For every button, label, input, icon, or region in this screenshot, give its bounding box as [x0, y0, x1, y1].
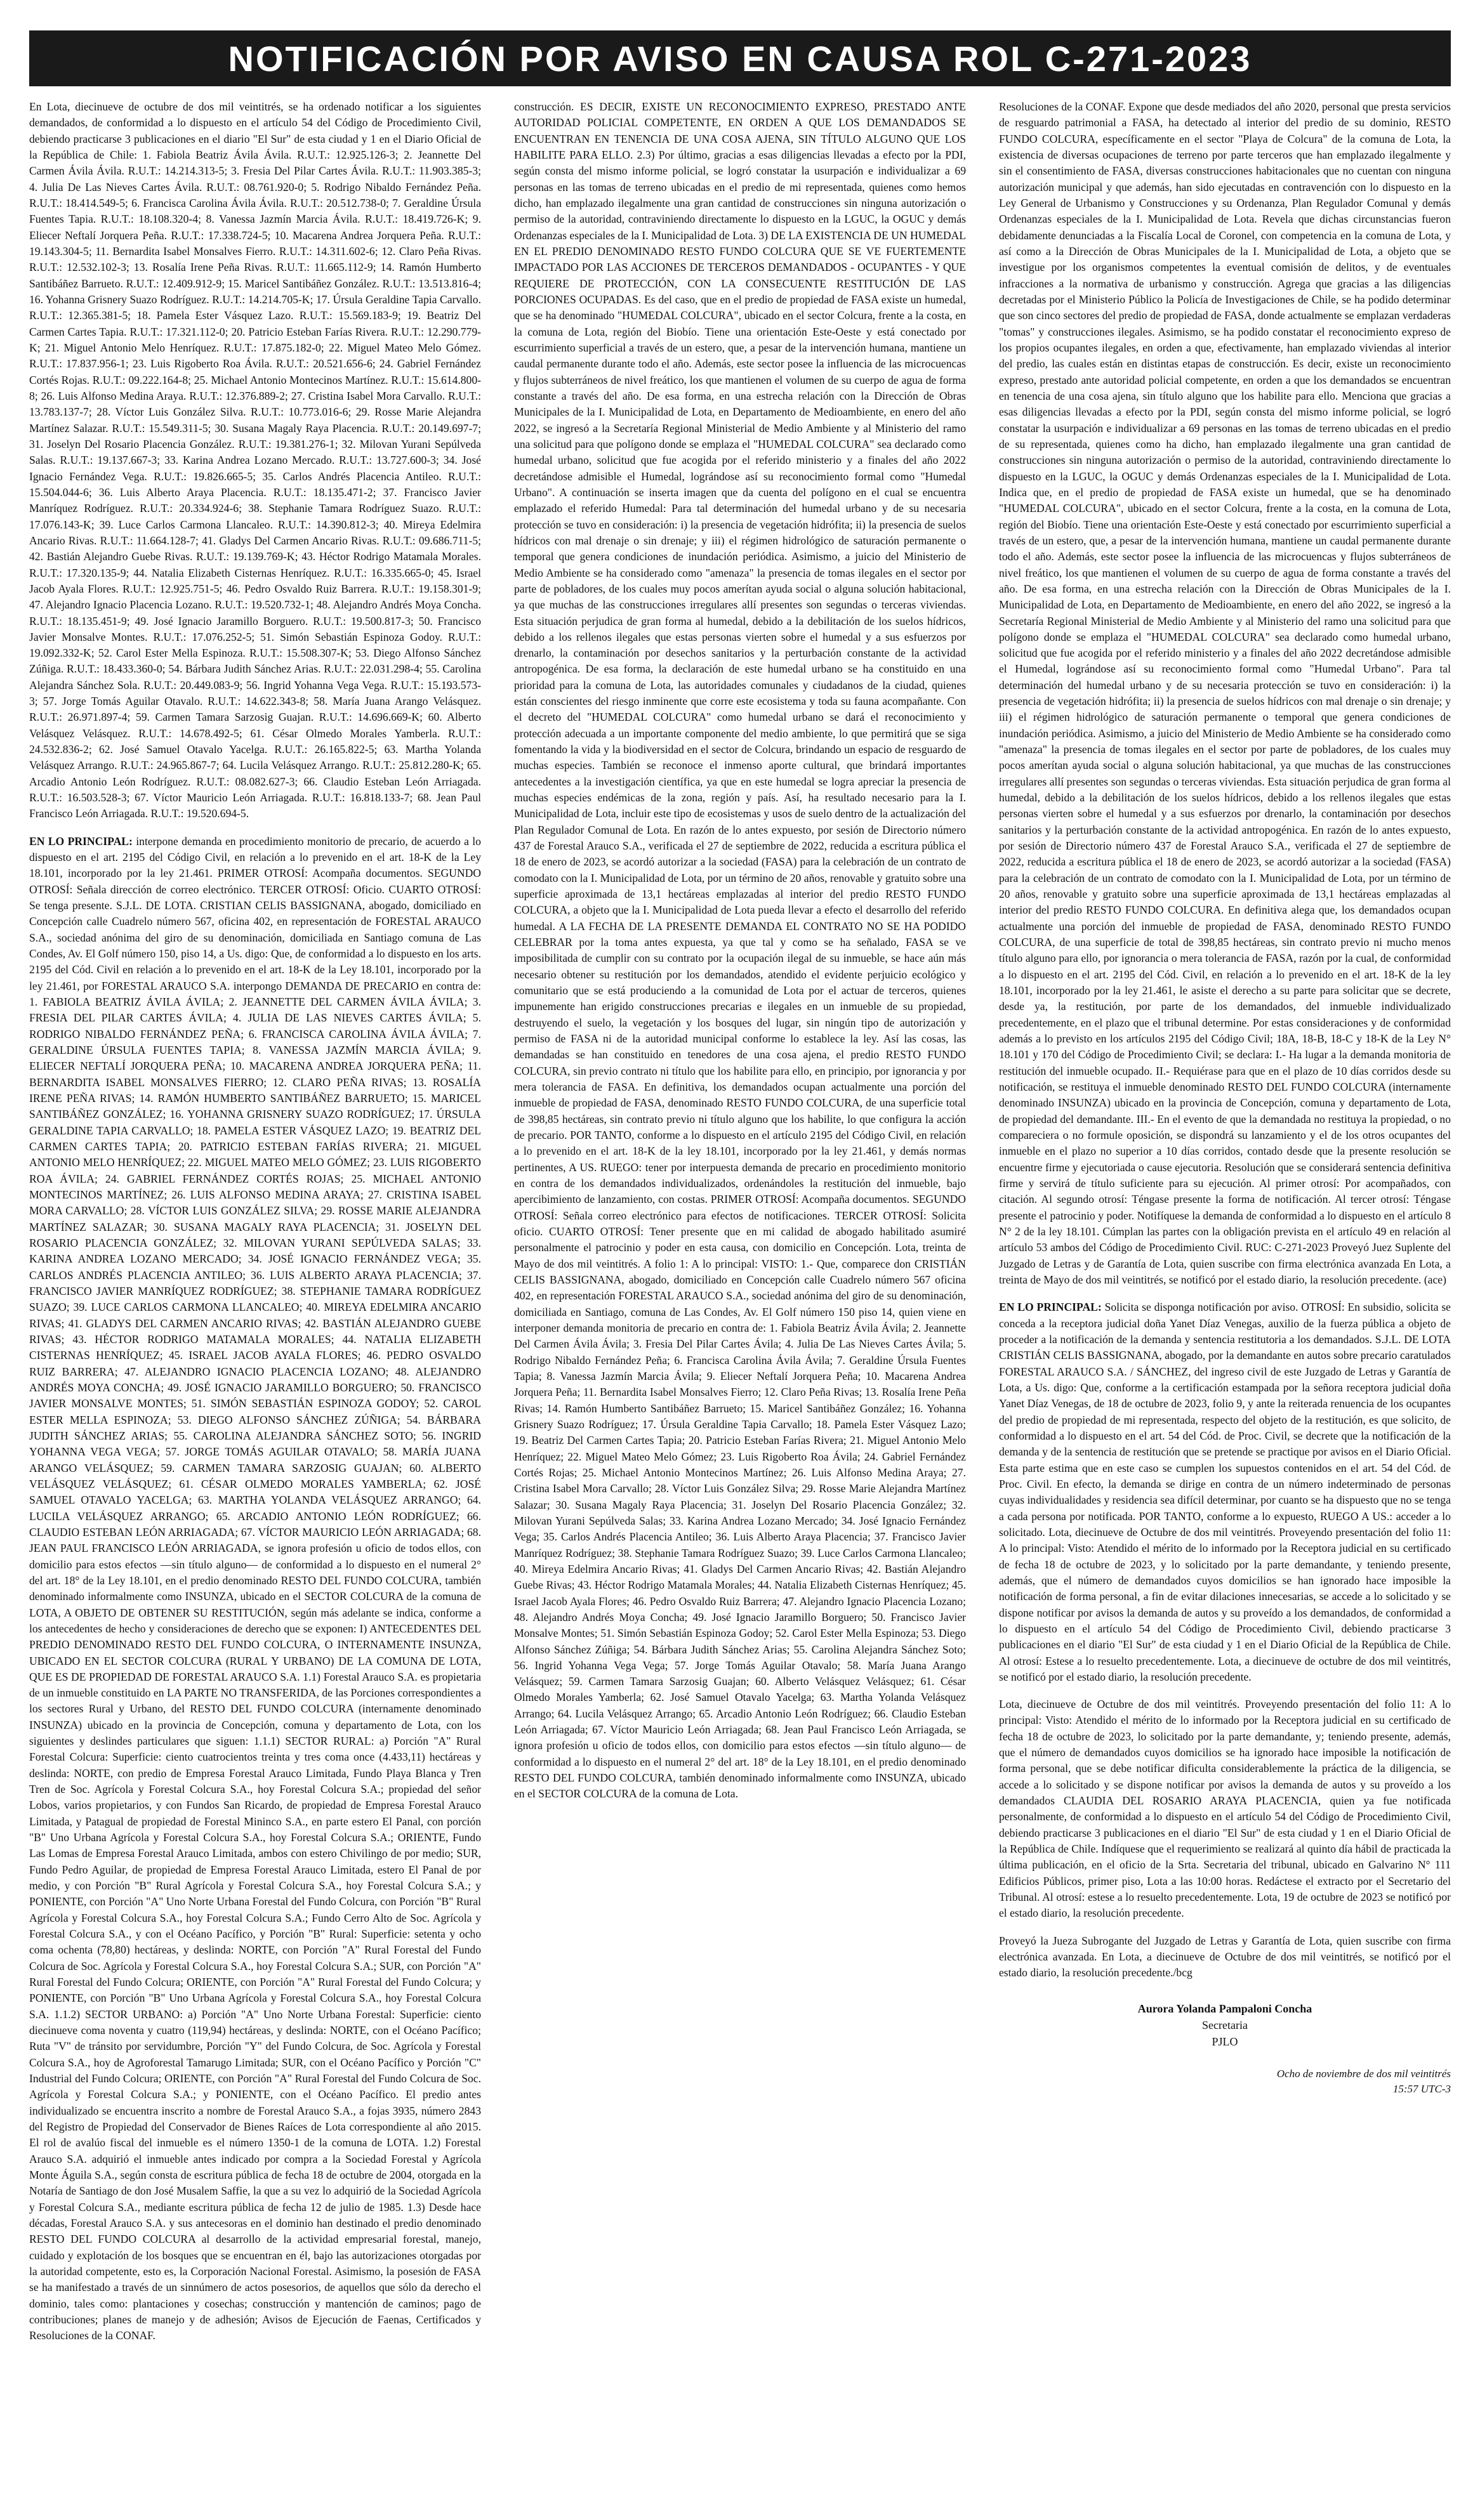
column-2-paragraph: [514, 99, 966, 1802]
paragraph-text: Lota, diecinueve de Octubre de dos mil veintitrés. Proveyendo presentación del folio 11: A lo principal: Visto: Atendido el mérito de lo informado por la Receptora judicial en su certificado de fecha 18 de octubre de 2023, lo solicitado por la parte demandante, y; teniendo presente, además, que el número de demandados cuyos domicilios se ha ignorado hace imposible la notificación de forma personal, que se debe notificar dificulta considerablemente la práctica de la diligencia, se accede a lo solicitado y se dispone notificar por avisos la demanda de autos y su proveído a los demandados CLAUDIA DEL ROSARIO ARAYA PLACENCIA, quien ya fue notificada personalmente, de conformidad a lo dispuesto en el artículo 54 del Código de Procedimiento Civil, debiendo practicarse 3 publicaciones en el diario "El Sur" de esta ciudad y 1 en el Diario Oficial de la República de Chile. Indíquese que el requerimiento se realizará al quinto día hábil de practicada la última publicación, en el oficio de la Srta. Secretaria del tribunal, ubicado en Galvarino N° 111 Edificios Públicos, primer piso, Lota a las 10:00 horas. Redáctese el extracto por el Secretario del Tribunal. Al otrosí: estese a lo resuelto precedentemente. Lota, 19 de octubre de 2023 se notificó por el estado diario, la resolución precedente.: [999, 1698, 1451, 1920]
column-1-paragraph: [29, 99, 481, 822]
column-3-paragraph: [999, 1933, 1451, 1981]
paragraph-text: En Lota, diecinueve de octubre de dos mil veintitrés, se ha ordenado notificar a los siguientes demandados, de conformidad a lo dispuesto en el artículo 54 del Código de Procedimiento Civil, debiendo practicarse 3 publicaciones en el diario "El Sur" de esta ciudad y 1 en el Diario Oficial de la República de Chile: 1. Fabiola Beatriz Ávila Ávila. R.U.T.: 12.925.126-3; 2. Jeannette Del Carmen Ávila Ávila. R.U.T.: 14.214.313-5; 3. Fresia Del Pilar Cartes Ávila. R.U.T.: 11.903.385-3; 4. Julia De Las Nieves Cartes Ávila. R.U.T.: 08.761.920-0; 5. Rodrigo Nibaldo Fernández Peña. R.U.T.: 18.414.549-5; 6. Francisca Carolina Ávila Ávila. R.U.T.: 20.512.738-0; 7. Geraldine Úrsula Fuentes Tapia. R.U.T.: 18.108.320-4; 8. Vanessa Jazmín Marcia Ávila. R.U.T.: 18.419.726-K; 9. Eliecer Neftalí Jorquera Peña. R.U.T.: 17.338.724-5; 10. Macarena Andrea Jorquera Peña. R.U.T.: 19.143.304-5; 11. Bernardita Isabel Monsalves Fierro. R.U.T.: 14.311.602-6; 12. Claro Peña Rivas. R.U.T.: 12.532.102-3; 13. Rosalía Irene Peña Rivas. R.U.T.: 11.665.112-9; 14. Ramón Humberto Santibáñez Barrueto. R.U.T.: 12.409.912-9; 15. Maricel Santibáñez González. R.U.T.: 13.513.816-4; 16. Yohanna Grisnery Suazo Rodríguez. R.U.T.: 14.214.705-K; 17. Úrsula Geraldine Tapia Carvallo. R.U.T.: 12.365.381-5; 18. Pamela Ester Vásquez Lazo. R.U.T.: 15.569.183-9; 19. Beatriz Del Carmen Cartes Tapia. R.U.T.: 17.321.112-0; 20. Patricio Esteban Farías Rivera. R.U.T.: 12.290.779-K; 21. Miguel Antonio Melo Henríquez. R.U.T.: 17.875.182-0; 22. Miguel Mateo Melo Gómez. R.U.T.: 17.837.956-1; 23. Luis Rigoberto Roa Ávila. R.U.T.: 20.521.656-6; 24. Gabriel Fernández Cortés Rojas. R.U.T.: 09.222.164-8; 25. Michael Antonio Montecinos Martínez. R.U.T.: 15.614.800-8; 26. Luis Alfonso Medina Araya. R.U.T.: 12.376.889-2; 27. Cristina Isabel Mora Carvallo. R.U.T.: 13.783.137-7; 28. Víctor Luis González Silva. R.U.T.: 10.773.016-6; 29. Rosse Marie Alejandra Martínez Salazar. R.U.T.: 15.549.311-5; 30. Susana Magaly Raya Placencia. R.U.T.: 20.149.697-7; 31. Joselyn Del Rosario Placencia González. R.U.T.: 19.381.276-1; 32. Milovan Yurani Sepúlveda Salas. R.U.T.: 19.137.667-3; 33. Karina Andrea Lozano Mercado. R.U.T.: 13.727.600-3; 34. José Ignacio Fernández Vega. R.U.T.: 19.826.665-5; 35. Carlos Andrés Placencia Antileo. R.U.T.: 15.504.044-6; 36. Luis Alberto Araya Placencia. R.U.T.: 18.135.471-2; 37. Francisco Javier Manríquez Rodríguez. R.U.T.: 20.334.924-6; 38. Stephanie Tamara Rodríguez Suazo. R.U.T.: 17.076.143-K; 39. Luce Carlos Carmona Llancaleo. R.U.T.: 14.390.812-3; 40. Mireya Edelmira Ancario Rivas. R.U.T.: 11.664.128-7; 41. Gladys Del Carmen Ancario Rivas. R.U.T.: 09.686.711-5; 42. Bastián Alejandro Guebe Rivas. R.U.T.: 19.139.769-K; 43. Héctor Rodrigo Matamala Morales. R.U.T.: 17.320.135-9; 44. Natalia Elizabeth Cisternas Henríquez. R.U.T.: 16.335.665-0; 45. Israel Jacob Ayala Flores. R.U.T.: 12.925.751-5; 46. Pedro Osvaldo Ruiz Barrera. R.U.T.: 19.158.301-9; 47. Alejandro Ignacio Placencia Lozano. R.U.T.: 19.520.732-1; 48. Alejandro Andrés Moya Concha. R.U.T.: 18.135.451-9; 49. José Ignacio Jaramillo Borguero. R.U.T.: 19.500.817-3; 50. Francisco Javier Monsalve Montes. R.U.T.: 17.076.252-5; 51. Simón Sebastián Espinoza Godoy. R.U.T.: 19.092.332-K; 52. Carol Ester Mella Espinoza. R.U.T.: 15.508.307-K; 53. Diego Alfonso Sánchez Zúñiga. R.U.T.: 18.433.360-0; 54. Bárbara Judith Sánchez Arias. R.U.T.: 22.031.298-4; 55. Carolina Alejandra Sánchez Sola. R.U.T.: 20.449.083-9; 56. Ingrid Yohanna Vega Vega. R.U.T.: 15.193.573-3; 57. Jorge Tomás Aguilar Otavalo. R.U.T.: 14.622.343-8; 58. María Juana Arango Velásquez. R.U.T.: 26.971.897-4; 59. Carmen Tamara Sarzosig Guajan. R.U.T.: 14.696.669-K; 60. Alberto Velásquez Velásquez. R.U.T.: 14.678.492-5; 61. César Olmedo Morales Yamberla. R.U.T.: 24.532.836-2; 62. José Samuel Otavalo Yacelga. R.U.T.: 26.165.822-5; 63. Martha Yolanda Velásquez Arrango. R.U.T.: 24.965.867-7; 64. Lucila Velásquez Arrango. R.U.T.: 25.812.280-K; 65. Arcadio Antonio León Rodríguez. R.U.T.: 08.082.627-3; 66. Claudio Esteban León Arriagada. R.U.T.: 16.503.528-3; 67. Víctor Mauricio León Arriagada. R.U.T.: 16.818.133-7; 68. Jean Paul Francisco León Arriagada. R.U.T.: 19.520.694-5.: [29, 100, 481, 820]
notice-title: NOTIFICACIÓN POR AVISO EN CAUSA ROL C-271-2023: [228, 38, 1252, 79]
publication-footnote: Ocho de noviembre de dos mil veintitrés 15:57 UTC-3: [1276, 2068, 1451, 2095]
signature-block: [999, 2000, 1451, 2050]
signature-initials: PJLO: [1212, 2035, 1238, 2048]
column-3-paragraph: [999, 1299, 1451, 1685]
paragraph-text: Solicita se disponga notificación por aviso. OTROSÍ: En subsidio, solicita se conceda a la receptora judicial doña Yanet Díaz Venegas, auxilio de la fuerza pública a objeto de proceder a la notificación de la demanda y sentencia restitutoria a los demandados. S.J.L. DE LOTA CRISTIÁN CELIS BASSIGNANA, abogado, por la demandante en autos sobre precario caratulados FORESTAL ARAUCO S.A. / SÁNCHEZ, del ingreso civil de este Juzgado de Letras y Garantía de Lota, a Us. digo: Que, conforme a la certificación estampada por la señora receptora judicial doña Yanet Díaz Venegas, de 18 de octubre de 2023, folio 9, y ante la reiterada renuencia de los ocupantes del predio de propiedad de mi representada, respecto del objeto de la restitución, es que solicito, de conformidad a lo dispuesto en el art. 54 del Cód. de Proc. Civil, se decrete que la notificación de la demanda y de la sentencia de restitución que se pretende se practique por avisos en el Diario Oficial. Esta parte estima que en este caso se cumplen los supuestos contenidos en el art. 54 del Cód. de Proc. Civil. En efecto, la demanda se dirige en contra de un número indeterminado de personas cuyas individualidades y residencia sea difícil determinar, por cuanto se ha dispuesto que no se tenga a cada persona por notificada. POR TANTO, conforme a lo expuesto, RUEGO A US.: acceder a lo solicitado. Lota, diecinueve de Octubre de dos mil veintitrés. Proveyendo presentación del folio 11: A lo principal: Visto: Atendido el mérito de lo informado por la Receptora judicial en su certificado de fecha 18 de octubre de 2023, y lo solicitado por la parte demandante, y teniendo presente, además, que el número de demandados cuyos domicilios se han ignorado hace imposible la notificación de forma personal, a fin de evitar dilaciones innecesarias, se accede a lo solicitado y se dispone notificar por avisos la demanda de autos y su proveído a los demandados, de conformidad a lo dispuesto en el artículo 54 del Código de Procedimiento Civil, debiendo practicarse 3 publicaciones en el diario "El Sur" de esta ciudad y 1 en el Diario Oficial de la República de Chile. Al otrosí: Estese a lo resuelto precedentemente. Lota, a diecinueve de octubre de dos mil veintitrés, se notificó por el estado diario, la resolución precedente.: [999, 1301, 1451, 1683]
paragraph-text: Resoluciones de la CONAF. Expone que desde mediados del año 2020, personal que presta servicios de resguardo patrimonial a FASA, ha detectado al interior del predio de su dominio, RESTO FUNDO COLCURA, específicamente en el sector "Playa de Colcura" de la comuna de Lota, la existencia de diversas ocupaciones de terreno por parte terceros que han emplazado ilegalmente y sin el consentimiento de FASA, diversas construcciones habitacionales que no cuentan con ninguna autorización municipal y que además, han sido ejecutadas en contravención con lo dispuesto en la Ley General de Urbanismo y Construcciones y su Ordenanza, Plan Regulador Comunal y demás Ordenanzas especiales de la I. Municipalidad de Lota. Revela que dichas circunstancias fueron debidamente denunciadas a la Fiscalía Local de Coronel, con competencia en la comuna de Lota, y así como a la Dirección de Obras Municipales de la I. Municipalidad de Lota, a objeto que se investigue por los organismos competentes la eventual comisión de delitos, y de eventuales infracciones a la normativa de urbanismo y construcción. Agrega que gracias a las diligencias decretadas por el Ministerio Público la Policía de Investigaciones de Chile, se ha podido determinar que son cinco sectores del predio de propiedad de FASA, donde actualmente se emplazan verdaderas "tomas" y construcciones ilegales. Asimismo, se ha podido constatar el reconocimiento expreso de los propios ocupantes ilegales, en orden a que, efectivamente, han emplazado viviendas al interior del predio, las cuales están en distintas etapas de construcción. Es decir, existe un reconocimiento expreso, prestado ante autoridad policial competente, en orden a que los demandados se encuentran en tenencia de una cosa ajena, sin título alguno que los habilite para ello. Menciona que gracias a esas diligencias llevadas a efecto por la PDI, según consta del mismo informe policial, se logró constatar la usurpación e individualizar a 69 personas en las tomas de terreno ubicadas en el predio de su representada, quienes como ha dicho, han emplazado ilegalmente una gran cantidad de construcciones sin ninguna autorización o permiso de la autoridad, contraviniendo directamente lo dispuesto en la LGUC, la OGUC y demás Ordenanzas especiales de la I. Municipalidad de Lota. Indica que, en el predio de propiedad de FASA existe un humedal, que se ha denominado "HUMEDAL COLCURA", ubicado en el sector Colcura, frente a la costa, en la comuna de Lota, región del Biobío. Tiene una orientación Este-Oeste y está conectado por escurrimiento superficial a través de un estero, que, a pesar de la intervención humana, mantiene un caudal permanente durante todo el año. Además, este sector posee la influencia de las microcuencas y flujos subterráneos de nivel freático, los que mantienen el volumen de su cuerpo de agua de forma constante a través del año. De esa forma, en una estrecha relación con la Dirección de Obras Municipales de la I. Municipalidad de Lota, en Departamento de Medioambiente, en enero del año 2022, se ingresó a la Secretaría Regional Ministerial de Medio Ambiente y al Ministerio del ramo una solicitud para que polígono donde se emplaza el "HUMEDAL COLCURA" sea declarado como humedal urbano, solicitud que fue acogida por el referido ministerio y a finales del año 2022 decretándose admisible el Humedal, lográndose así su reconocimiento formal como "Humedal Urbano". Para tal determinación del humedal urbano y de su necesaria protección se tuvo en consideración: i) la presencia de vegetación hidrófita; ii) la presencia de suelos hídricos con mal drenaje o sin drenaje; y iii) el régimen hidrológico de saturación permanente o temporal que genera condiciones de inundación periódica. Asimismo, a juicio del Ministerio de Medio Ambiente se ha considerado como "amenaza" la presencia de tomas ilegales en el sector por parte de pobladores, de los cuales muy pocos amerítan ayuda social o alguna solución habitacional, ya que muchas de las construcciones irregulares allí presentes son segundas o terceras viviendas. Esta situación perjudica de gran forma al humedal, debido a la debilitación de los suelos hídricos, debido a los rellenos ilegales que estas personas vierten sobre el humedal y a sus esfuerzos por drenarlo, la contaminación por desechos sanitarios y la perturbación constante de la actividad antropogénica. En razón de lo antes expuesto, por sesión de Directorio número 437 de Forestal Arauco S.A., verificada el 27 de septiembre de 2022, reducida a escritura pública el 18 de enero de 2023, se acordó autorizar a la sociedad (FASA) para la celebración de un contrato de comodato con la I. Municipalidad de Lota, por un término de 20 años, renovable y gratuito sobre una superficie aproximada de 13,1 hectáreas emplazadas al interior del predio RESTO FUNDO COLCURA. En definitiva alega que, los demandados ocupan actualmente una porción del inmueble de propiedad de FASA, denominado RESTO FUNDO COLCURA, de una superficie de total de 398,85 hectáreas, sin contrato previo ni mucho menos título alguno para ello, por ignorancia o mera tolerancia de FASA, razón por la cual, de conformidad a lo dispuesto en el art. 2195 del Cód. Civil, en relación a lo prevenido en el art. 18-K de la ley 18.101, incorporado por la ley 21.461, le asiste el derecho a su parte para solicitar que se decrete, desde ya, la restitución, por parte de los demandados, del inmueble individualizado precedentemente, en el plazo que el tribunal determine. Por estas consideraciones y de conformidad además a lo previsto en los artículos 2195 del Código Civil; 18A, 18-B, 18-C y 18-K de la Ley N° 18.101 y 170 del Código de Procedimiento Civil; se declara: I.- Ha lugar a la demanda monitoria de restitución del inmueble ocupado. II.- Requiérase para que en el plazo de 10 días corridos desde su notificación, se restituya el inmueble denominado RESTO DEL FUNDO COLCURA (internamente denominado INSUNZA) ubicado en la provincia de Concepción, comuna y departamento de Lota, de propiedad del demandante. III.- En el evento de que la demandada no restituya la propiedad, o no compareciera o no formule oposición, se dispondrá su lanzamiento y el de los otros ocupantes del inmueble en el plazo no superior a 10 días corridos, contado desde que la presente resolución se encuentre firme y ejecutoriada o cause ejecutoria. Resolución que se considerará sentencia definitiva firme y servirá de título suficiente para su ejecución. Al primer otrosí: Por acompañados, con citación. Al segundo otrosí: Téngase presente la forma de notificación. Al tercer otrosí: Téngase presente el patrocinio y poder. Notifíquese la demanda de conformidad a lo dispuesto en el artículo 8 N° 2 de la ley 18.101. Cúmplan las partes con la obligación prevista en el artículo 49 en relación al artículo 53 ambos del Código de Procedimiento Civil. RUC: C-271-2023 Proveyó Juez Suplente del Juzgado de Letras y de Garantía de Lota, quien suscribe con firma electrónica avanzada En Lota, a treinta de Mayo de dos mil veintitrés, se notificó por el estado diario, la resolución precedente. (ace): [999, 100, 1451, 1286]
column-3: [999, 99, 1451, 2484]
signature-role: Secretaria: [1202, 2018, 1248, 2031]
column-2: [514, 99, 966, 2484]
column-3-paragraph: [999, 99, 1451, 1288]
paragraph-text: Proveyó la Jueza Subrogante del Juzgado de Letras y Garantía de Lota, quien suscribe con firma electrónica avanzada. En Lota, a diecinueve de Octubre de dos mil veintitrés, se notificó por el estado diario, la resolución precedente./bcg: [999, 1934, 1451, 1979]
paragraph-text: construcción. ES DECIR, EXISTE UN RECONOCIMIENTO EXPRESO, PRESTADO ANTE AUTORIDAD POLICIAL COMPETENTE, EN ORDEN A QUE LOS DEMANDADOS SE ENCUENTRAN EN TENENCIA DE UNA COSA AJENA, SIN TÍTULO ALGUNO QUE LOS HABILITE PARA ELLO. 2.3) Por último, gracias a esas diligencias llevadas a efecto por la PDI, según consta del mismo informe policial, se logró constatar la usurpación e individualizar a 69 personas en las tomas de terreno ubicadas en el predio de mi representada, quienes como hemos dicho, han emplazado ilegalmente una gran cantidad de construcciones sin ninguna autorización o permiso de la autoridad, contraviniendo directamente lo dispuesto en la LGUC, la OGUC y demás Ordenanzas especiales de la I. Municipalidad de Lota. 3) DE LA EXISTENCIA DE UN HUMEDAL EN EL PREDIO DENOMINADO RESTO FUNDO COLCURA QUE SE VE FUERTEMENTE IMPACTADO POR LAS ACCIONES DE TERCEROS DEMANDADOS - OCUPANTES - Y QUE REQUIERE DE PROTECCIÓN, CON LA CONSECUENTE RESTITUCIÓN DE LAS PORCIONES OCUPADAS. Es del caso, que en el predio de propiedad de FASA existe un humedal, que se ha denominado "HUMEDAL COLCURA", ubicado en el sector Colcura, frente a la costa, en la comuna de Lota, región del Biobío. Tiene una orientación Este-Oeste y está conectado por escurrimiento superficial a través de un estero, que, a pesar de la intervención humana, mantiene un caudal permanente durante todo el año. Además, este sector posee la influencia de las microcuencas y flujos subterráneos de nivel freático, los que mantienen el volumen de su cuerpo de agua de forma constante a través del año. De esa forma, en una estrecha relación con la Dirección de Obras Municipales de la I. Municipalidad de Lota, en Departamento de Medioambiente, en enero del año 2022, se ingresó a la Secretaría Regional Ministerial de Medio Ambiente y al Ministerio del ramo una solicitud para que polígono donde se emplaza el "HUMEDAL COLCURA" sea declarado como humedal urbano, solicitud que fue acogida por el referido ministerio y a finales del año 2022 decretándose admisible el Humedal, lográndose así su reconocimiento formal como "Humedal Urbano". A continuación se inserta imagen que da cuenta del polígono en el cual se encuentra emplazado el referido Humedal: Para tal determinación del humedal urbano y de su necesaria protección se tuvo en consideración: i) la presencia de vegetación hidrófita; ii) la presencia de suelos hídricos con mal drenaje o sin drenaje; y iii) el régimen hidrológico de saturación permanente o temporal que genera condiciones de inundación periódica. Asimismo, a juicio del Ministerio de Medio Ambiente se ha considerado como "amenaza" la presencia de tomas ilegales en el sector por parte de pobladores, de los cuales muy pocos amerítan ayuda social o alguna solución habitacional, ya que muchas de las construcciones irregulares allí presentes son segundas o terceras viviendas. Esta situación perjudica de gran forma al humedal, debido a la debilitación de los suelos hídricos, debido a los rellenos ilegales que estas personas vierten sobre el humedal y a sus esfuerzos por drenarlo, la contaminación por desechos sanitarios y la perturbación constante de la actividad antropogénica. De esa forma, la declaración de este humedal urbano se ha constituido en una prioridad para la comuna de Lota, las autoridades comunales y ciudadanos de la ciudad, quienes están conscientes del riesgo inminente que corre este ecosistema y toda su fauna acompañante. Con el decreto del "HUMEDAL COLCURA" como humedal urbano se dará el reconocimiento y protección adecuada a un importante componente del medio ambiente, lo que permitirá que se siga fomentando la vida y la biodiversidad en el sector de Colcura, brindando un espacio de resguardo de muchas especies. También se reconoce el inmenso aporte cultural, que brindará importantes antecedentes a la investigación científica, ya que en este humedal se logra apreciar la presencia de muchas especies endémicas de la zona, región y país. Así, ha resultado necesario para la I. Municipalidad de Lota, incluir este tipo de ecosistemas y usos de suelo dentro de la actualización del Plan Regulador Comunal de Lota. En razón de lo antes expuesto, por sesión de Directorio número 437 de Forestal Arauco S.A., verificada el 27 de septiembre de 2022, reducida a escritura pública el 18 de enero de 2023, se acordó autorizar a la sociedad (FASA) para la celebración de un contrato de comodato con la I. Municipalidad de Lota, por un término de 20 años, renovable y gratuito sobre una superficie aproximada de 13,1 hectáreas emplazadas al interior del predio RESTO FUNDO COLCURA, a objeto que la I. Municipalidad de Lota pueda llevar a efecto el desarrollo del referido humedal. A LA FECHA DE LA PRESENTE DEMANDA EL CONTRATO NO SE HA PODIDO CELEBRAR por la toma antes expuesta, ya que tal y como se ha señalado, FASA se ve imposibilitada de cumplir con su contrato por la ocupación ilegal de su inmueble, se hace aún más necesario obtener su restitución por los demandados, atendido el evidente perjuicio ecológico y comunitario que se está produciendo a la comunidad de Lota por el actuar de terceros, quienes impunemente han erigido construcciones precarias e ilegales en un inmueble de su propiedad, destruyendo el suelo, la vegetación y los bosques del lugar, sin ningún tipo de autorización y permiso de FASA ni de la autoridad municipal conforme lo establece la ley. Así las cosas, las demandadas se han constituido en tenedores de una cosa ajena, el predio RESTO FUNDO COLCURA, sin previo contrato ni título que los habilite para ello, en principio, por ignorancia y por mera tolerancia de FASA. En definitiva, los demandados ocupan actualmente una porción del inmueble de propiedad de FASA, denominado RESTO FUNDO COLCURA, de una superficie total de 398,85 hectáreas, sin contrato previo ni título alguno que los habilite, lo que configura la acción de precario. POR TANTO, conforme a lo dispuesto en el artículo 2195 del Código Civil, en relación a lo prevenido en el art. 18-K de la ley 18.101, incorporado por la ley 21.461, y demás normas pertinentes, A US. RUEGO: tener por interpuesta demanda de precario en procedimiento monitorio en contra de los demandados individualizados, ordenándoles la restitución del inmueble, bajo apercibimiento de lanzamiento, con costas. PRIMER OTROSÍ: Acompaña documentos. SEGUNDO OTROSÍ: Señala correo electrónico para efectos de notificaciones. TERCER OTROSÍ: Solicita oficio. CUARTO OTROSÍ: Tener presente que en mi calidad de abogado habilitado asumiré personalmente el patrocinio y poder en esta causa, con domicilio en Concepción. Lota, treinta de Mayo de dos mil veintitrés. A folio 1: A lo principal: VISTO: 1.- Que, comparece don CRISTIÁN CELIS BASSIGNANA, abogado, domiciliado en Concepción calle Cuadrelo número 567 oficina 402, en representación FORESTAL ARAUCO S.A., sociedad anónima del giro de su denominación, domiciliada en Santiago, comuna de Las Condes, Av. El Golf número 150 piso 14, quien viene en interponer demanda monitoria de precario en contra de: 1. Fabiola Beatriz Ávila Ávila; 2. Jeannette Del Carmen Ávila Ávila; 3. Fresia Del Pilar Cartes Ávila; 4. Julia De Las Nieves Cartes Ávila; 5. Rodrigo Nibaldo Fernández Peña; 6. Francisca Carolina Ávila Ávila; 7. Geraldine Úrsula Fuentes Tapia; 8. Vanessa Jazmín Marcia Ávila; 9. Eliecer Neftalí Jorquera Peña; 10. Macarena Andrea Jorquera Peña; 11. Bernardita Isabel Monsalves Fierro; 12. Claro Peña Rivas; 13. Rosalía Irene Peña Rivas; 14. Ramón Humberto Santibáñez Barrueto; 15. Maricel Santibáñez González; 16. Yohanna Grisnery Suazo Rodríguez; 17. Úrsula Geraldine Tapia Carvallo; 18. Pamela Ester Vásquez Lazo; 19. Beatriz Del Carmen Cartes Tapia; 20. Patricio Esteban Farías Rivera; 21. Miguel Antonio Melo Henríquez; 22. Miguel Mateo Melo Gómez; 23. Luis Rigoberto Roa Ávila; 24. Gabriel Fernández Cortés Rojas; 25. Michael Antonio Montecinos Martínez; 26. Luis Alfonso Medina Araya; 27. Cristina Isabel Mora Carvallo; 28. Víctor Luis González Silva; 29. Rosse Marie Alejandra Martínez Salazar; 30. Susana Magaly Raya Placencia; 31. Joselyn Del Rosario Placencia González; 32. Milovan Yurani Sepúlveda Salas; 33. Karina Andrea Lozano Mercado; 34. José Ignacio Fernández Vega; 35. Carlos Andrés Placencia Antileo; 36. Luis Alberto Araya Placencia; 37. Francisco Javier Manríquez Rodríguez; 38. Stephanie Tamara Rodríguez Suazo; 39. Luce Carlos Carmona Llancaleo; 40. Mireya Edelmira Ancario Rivas; 41. Gladys Del Carmen Ancario Rivas; 42. Bastián Alejandro Guebe Rivas; 43. Héctor Rodrigo Matamala Morales; 44. Natalia Elizabeth Cisternas Henríquez; 45. Israel Jacob Ayala Flores; 46. Pedro Osvaldo Ruiz Barrera; 47. Alejandro Ignacio Placencia Lozano; 48. Alejandro Andrés Moya Concha; 49. José Ignacio Jaramillo Borguero; 50. Francisco Javier Monsalve Montes; 51. Simón Sebastián Espinoza Godoy; 52. Carol Ester Mella Espinoza; 53. Diego Alfonso Sánchez Zúñiga; 54. Bárbara Judith Sánchez Arias; 55. Carolina Alejandra Sánchez Soto; 56. Ingrid Yohanna Vega Vega; 57. Jorge Tomás Aguilar Otavalo; 58. María Juana Arango Velásquez; 59. Carmen Tamara Sarzosig Guajan; 60. Alberto Velásquez Velásquez; 61. César Olmedo Morales Yamberla; 62. José Samuel Otavalo Yacelga; 63. Martha Yolanda Velásquez Arrango; 64. Lucila Velásquez Arrango; 65. Arcadio Antonio León Rodríguez; 66. Claudio Esteban León Arriagada; 67. Víctor Mauricio León Arriagada; 68. Jean Paul Francisco León Arriagada, se ignora profesión u oficio de todos ellos, con domicilio para estos efectos —sin título alguno— de conformidad a lo dispuesto en el numeral 2° del art. 18° de la Ley 18.101, en el predio denominado RESTO DEL FUNDO COLCURA, también denominado informalmente como INSUNZA, ubicado en el SECTOR COLCURA de la comuna de Lota.: [514, 100, 966, 1801]
column-1: [29, 99, 481, 2484]
paragraph-lead: EN LO PRINCIPAL:: [29, 834, 136, 848]
column-3-paragraph: [999, 1696, 1451, 1922]
column-1-paragraph: [29, 834, 481, 2344]
paragraph-text: interpone demanda en procedimiento monitorio de precario, de acuerdo a lo dispuesto en el art. 2195 del Código Civil, en relación a lo prevenido en el art. 18-K de la Ley 18.101, incorporado por la ley 21.461. PRIMER OTROSÍ: Acompaña documentos. SEGUNDO OTROSÍ: Señala dirección de correo electrónico. TERCER OTROSÍ: Oficio. CUARTO OTROSÍ: Se tenga presente. S.J.L. DE LOTA. CRISTIAN CELIS BASSIGNANA, abogado, domiciliado en Concepción calle Cuadrelo número 567, oficina 402, en representación de FORESTAL ARAUCO S.A., sociedad anónima del giro de su denominación, domiciliada en Santiago comuna de Las Condes, Av. El Golf número 150, piso 14, a Us. digo: Que, de conformidad a lo dispuesto en los arts. 2195 del Cód. Civil en relación a lo prevenido en el art. 18-K de la Ley 18.101, incorporado por la ley 21.461, por FORESTAL ARAUCO S.A. interpongo DEMANDA DE PRECARIO en contra de: 1. FABIOLA BEATRIZ ÁVILA ÁVILA; 2. JEANNETTE DEL CARMEN ÁVILA ÁVILA; 3. FRESIA DEL PILAR CARTES ÁVILA; 4. JULIA DE LAS NIEVES CARTES ÁVILA; 5. RODRIGO NIBALDO FERNÁNDEZ PEÑA; 6. FRANCISCA CAROLINA ÁVILA ÁVILA; 7. GERALDINE ÚRSULA FUENTES TAPIA; 8. VANESSA JAZMÍN MARCIA ÁVILA; 9. ELIECER NEFTALÍ JORQUERA PEÑA; 10. MACARENA ANDREA JORQUERA PEÑA; 11. BERNARDITA ISABEL MONSALVES FIERRO; 12. CLARO PEÑA RIVAS; 13. ROSALÍA IRENE PEÑA RIVAS; 14. RAMÓN HUMBERTO SANTIBÁÑEZ BARRUETO; 15. MARICEL SANTIBÁÑEZ GONZÁLEZ; 16. YOHANNA GRISNERY SUAZO RODRÍGUEZ; 17. ÚRSULA GERALDINE TAPIA CARVALLO; 18. PAMELA ESTER VÁSQUEZ LAZO; 19. BEATRIZ DEL CARMEN CARTES TAPIA; 20. PATRICIO ESTEBAN FARÍAS RIVERA; 21. MIGUEL ANTONIO MELO HENRÍQUEZ; 22. MIGUEL MATEO MELO GÓMEZ; 23. LUIS RIGOBERTO ROA ÁVILA; 24. GABRIEL FERNÁNDEZ CORTÉS ROJAS; 25. MICHAEL ANTONIO MONTECINOS MARTÍNEZ; 26. LUIS ALFONSO MEDINA ARAYA; 27. CRISTINA ISABEL MORA CARVALLO; 28. VÍCTOR LUIS GONZÁLEZ SILVA; 29. ROSSE MARIE ALEJANDRA MARTÍNEZ SALAZAR; 30. SUSANA MAGALY RAYA PLACENCIA; 31. JOSELYN DEL ROSARIO PLACENCIA GONZÁLEZ; 32. MILOVAN YURANI SEPÚLVEDA SALAS; 33. KARINA ANDREA LOZANO MERCADO; 34. JOSÉ IGNACIO FERNÁNDEZ VEGA; 35. CARLOS ANDRÉS PLACENCIA ANTILEO; 36. LUIS ALBERTO ARAYA PLACENCIA; 37. FRANCISCO JAVIER MANRÍQUEZ RODRÍGUEZ; 38. STEPHANIE TAMARA RODRÍGUEZ SUAZO; 39. LUCE CARLOS CARMONA LLANCALEO; 40. MIREYA EDELMIRA ANCARIO RIVAS; 41. GLADYS DEL CARMEN ANCARIO RIVAS; 42. BASTIÁN ALEJANDRO GUEBE RIVAS; 43. HÉCTOR RODRIGO MATAMALA MORALES; 44. NATALIA ELIZABETH CISTERNAS HENRÍQUEZ; 45. ISRAEL JACOB AYALA FLORES; 46. PEDRO OSVALDO RUIZ BARRERA; 47. ALEJANDRO IGNACIO PLACENCIA LOZANO; 48. ALEJANDRO ANDRÉS MOYA CONCHA; 49. JOSÉ IGNACIO JARAMILLO BORGUERO; 50. FRANCISCO JAVIER MONSALVE MONTES; 51. SIMÓN SEBASTIÁN ESPINOZA GODOY; 52. CAROL ESTER MELLA ESPINOZA; 53. DIEGO ALFONSO SÁNCHEZ ZÚÑIGA; 54. BÁRBARA JUDITH SÁNCHEZ ARIAS; 55. CAROLINA ALEJANDRA SÁNCHEZ SOTO; 56. INGRID YOHANNA VEGA VEGA; 57. JORGE TOMÁS AGUILAR OTAVALO; 58. MARÍA JUANA ARANGO VELÁSQUEZ; 59. CARMEN TAMARA SARZOSIG GUAJAN; 60. ALBERTO VELÁSQUEZ VELÁSQUEZ; 61. CÉSAR OLMEDO MORALES YAMBERLA; 62. JOSÉ SAMUEL OTAVALO YACELGA; 63. MARTHA YOLANDA VELÁSQUEZ ARRANGO; 64. LUCILA VELÁSQUEZ ARRANGO; 65. ARCADIO ANTONIO LEÓN RODRÍGUEZ; 66. CLAUDIO ESTEBAN LEÓN ARRIAGADA; 67. VÍCTOR MAURICIO LEÓN ARRIAGADA; 68. JEAN PAUL FRANCISCO LEÓN ARRIAGADA, se ignora profesión u oficio de todos ellos, con domicilio para estos efectos —sin título alguno— de conformidad a lo dispuesto en el numeral 2° del art. 18° de la Ley 18.101, en el predio denominado RESTO DEL FUNDO COLCURA, también denominado informalmente como INSUNZA, ubicado en el SECTOR COLCURA de la comuna de LOTA, A OBJETO DE OBTENER SU RESTITUCIÓN, según más adelante se indica, conforme a los antecedentes de hecho y consideraciones de derecho que se exponen: I) ANTECEDENTES DEL PREDIO DENOMINADO RESTO DEL FUNDO COLCURA, O INTERNAMENTE INSUNZA, UBICADO EN EL SECTOR COLCURA (RURAL Y URBANO) DE LA COMUNA DE LOTA, QUE ES DE PROPIEDAD DE FORESTAL ARAUCO S.A. 1.1) Forestal Arauco S.A. es propietaria de un inmueble constituido en LA PARTE NO TRANSFERIDA, de las Porciones correspondientes a los sectores Rural y Urbano, del RESTO DEL FUNDO COLCURA (internamente denominado INSUNZA) ubicado en la provincia de Concepción, comuna y departamento de Lota, con los siguientes y deslindes particulares que siguen: 1.1.1) SECTOR RURAL: a) Porción "A" Rural Forestal Colcura: Superficie: ciento cuatrocientos treinta y tres coma once (4.433,11) hectáreas y deslinda: NORTE, con predio de Empresa Forestal Arauco Limitada, Fundo Playa Blanca y Tren Tren de Soc. Agrícola y Forestal Colcura S.A., hoy Forestal Colcura S.A.; propiedad del señor Lobos, varios propietarios, y con Fundos San Ricardo, de propiedad de Empresa Forestal Arauco Limitada, y Patagual de propiedad de Forestal Mininco S.A., en parte estero El Panal, con porción "B" Uno Urbana Agrícola y Forestal Colcura S.A., hoy Forestal Colcura S.A.; ORIENTE, Fundo Las Lomas de Empresa Forestal Arauco Limitada, ambos con estero Chivilingo de por medio; SUR, Fundo Pedro Aguilar, de propiedad de Empresa Forestal Arauco Limitada, estero El Panal de por medio, y con Porción "B" Rural Agrícola y Forestal Colcura S.A., hoy Forestal Colcura S.A.; y PONIENTE, con Porción "A" Uno Norte Urbana Forestal del Fundo Colcura, con Porción "B" Rural Agrícola y Forestal Colcura S.A., hoy Forestal Colcura S.A.; Fundo Cerro Alto de Soc. Agrícola y Forestal Colcura S.A., y con el Océano Pacífico, y Porción "B" Rural: Superficie: setenta y ocho coma ochenta (78,80) hectáreas, y deslinda: NORTE, con Porción "A" Rural Forestal del Fundo Colcura de Soc. Agrícola y Forestal Colcura S.A., hoy Forestal Colcura S.A.; SUR, con Porción "A" Rural Forestal del Fundo Colcura; ORIENTE, con Porción "A" Rural Forestal del Fundo Colcura; y PONIENTE, con Porción "B" Uno Urbana Agrícola y Forestal Colcura S.A., hoy Forestal Colcura S.A. 1.1.2) SECTOR URBANO: a) Porción "A" Uno Norte Urbana Forestal: Superficie: ciento diecinueve coma noventa y cuatro (119,94) hectáreas, y deslinda: NORTE, con el Océano Pacífico; Ruta "V" de tránsito por servidumbre, Porción "Y" del Fundo Colcura, de Soc. Agrícola y Forestal Colcura S.A., hoy de Agroforestal Tamarugo Limitada; SUR, con el Océano Pacífico y Porción "C" Industrial del Fundo Colcura; ORIENTE, con Porción "A" Rural Forestal del Fundo Colcura de Soc. Agrícola y Forestal Colcura S.A.; y PONIENTE, con el Océano Pacífico. El predio antes individualizado se encuentra inscrito a nombre de Forestal Arauco S.A., a fojas 3935, número 2843 del Registro de Propiedad del Conservador de Bienes Raíces de Lota correspondiente al año 2015. El rol de avalúo fiscal del inmueble es el número 1350-1 de la comuna de LOTA. 1.2) Forestal Arauco S.A. adquirió el inmueble antes indicado por compra a la Sociedad Forestal y Agrícola Monte Águila S.A., según consta de escritura pública de fecha 18 de octubre de 2004, otorgada en la Notaría de Santiago de don José Musalem Saffie, la que a su vez lo adquirió de la Sociedad Agrícola y Forestal Colcura S.A., mediante escritura pública de fecha 12 de julio de 1985. 1.3) Desde hace décadas, Forestal Arauco S.A. y sus antecesoras en el dominio han destinado el predio denominado RESTO DEL FUNDO COLCURA al desarrollo de la actividad empresarial forestal, manejo, cuidado y explotación de los bosques que se encuentran en él, bajo las autorizaciones otorgadas por la autoridad competente, esto es, la Corporación Nacional Forestal. Asimismo, la posesión de FASA se ha manifestado a través de un sinnúmero de actos posesorios, de aquellos que sólo da derecho el dominio, tales como: plantaciones y cosechas; construcción y mantención de caminos; pago de contribuciones; planes de manejo y de adhesión; Avisos de Ejecución de Faenas, Certificados y Resoluciones de la CONAF.: [29, 834, 481, 2342]
notice-title-bar: [29, 30, 1451, 86]
text-columns: [29, 99, 1451, 2484]
paragraph-lead: EN LO PRINCIPAL:: [999, 1301, 1105, 1314]
signature-name: Aurora Yolanda Pampaloni Concha: [1137, 2002, 1312, 2015]
